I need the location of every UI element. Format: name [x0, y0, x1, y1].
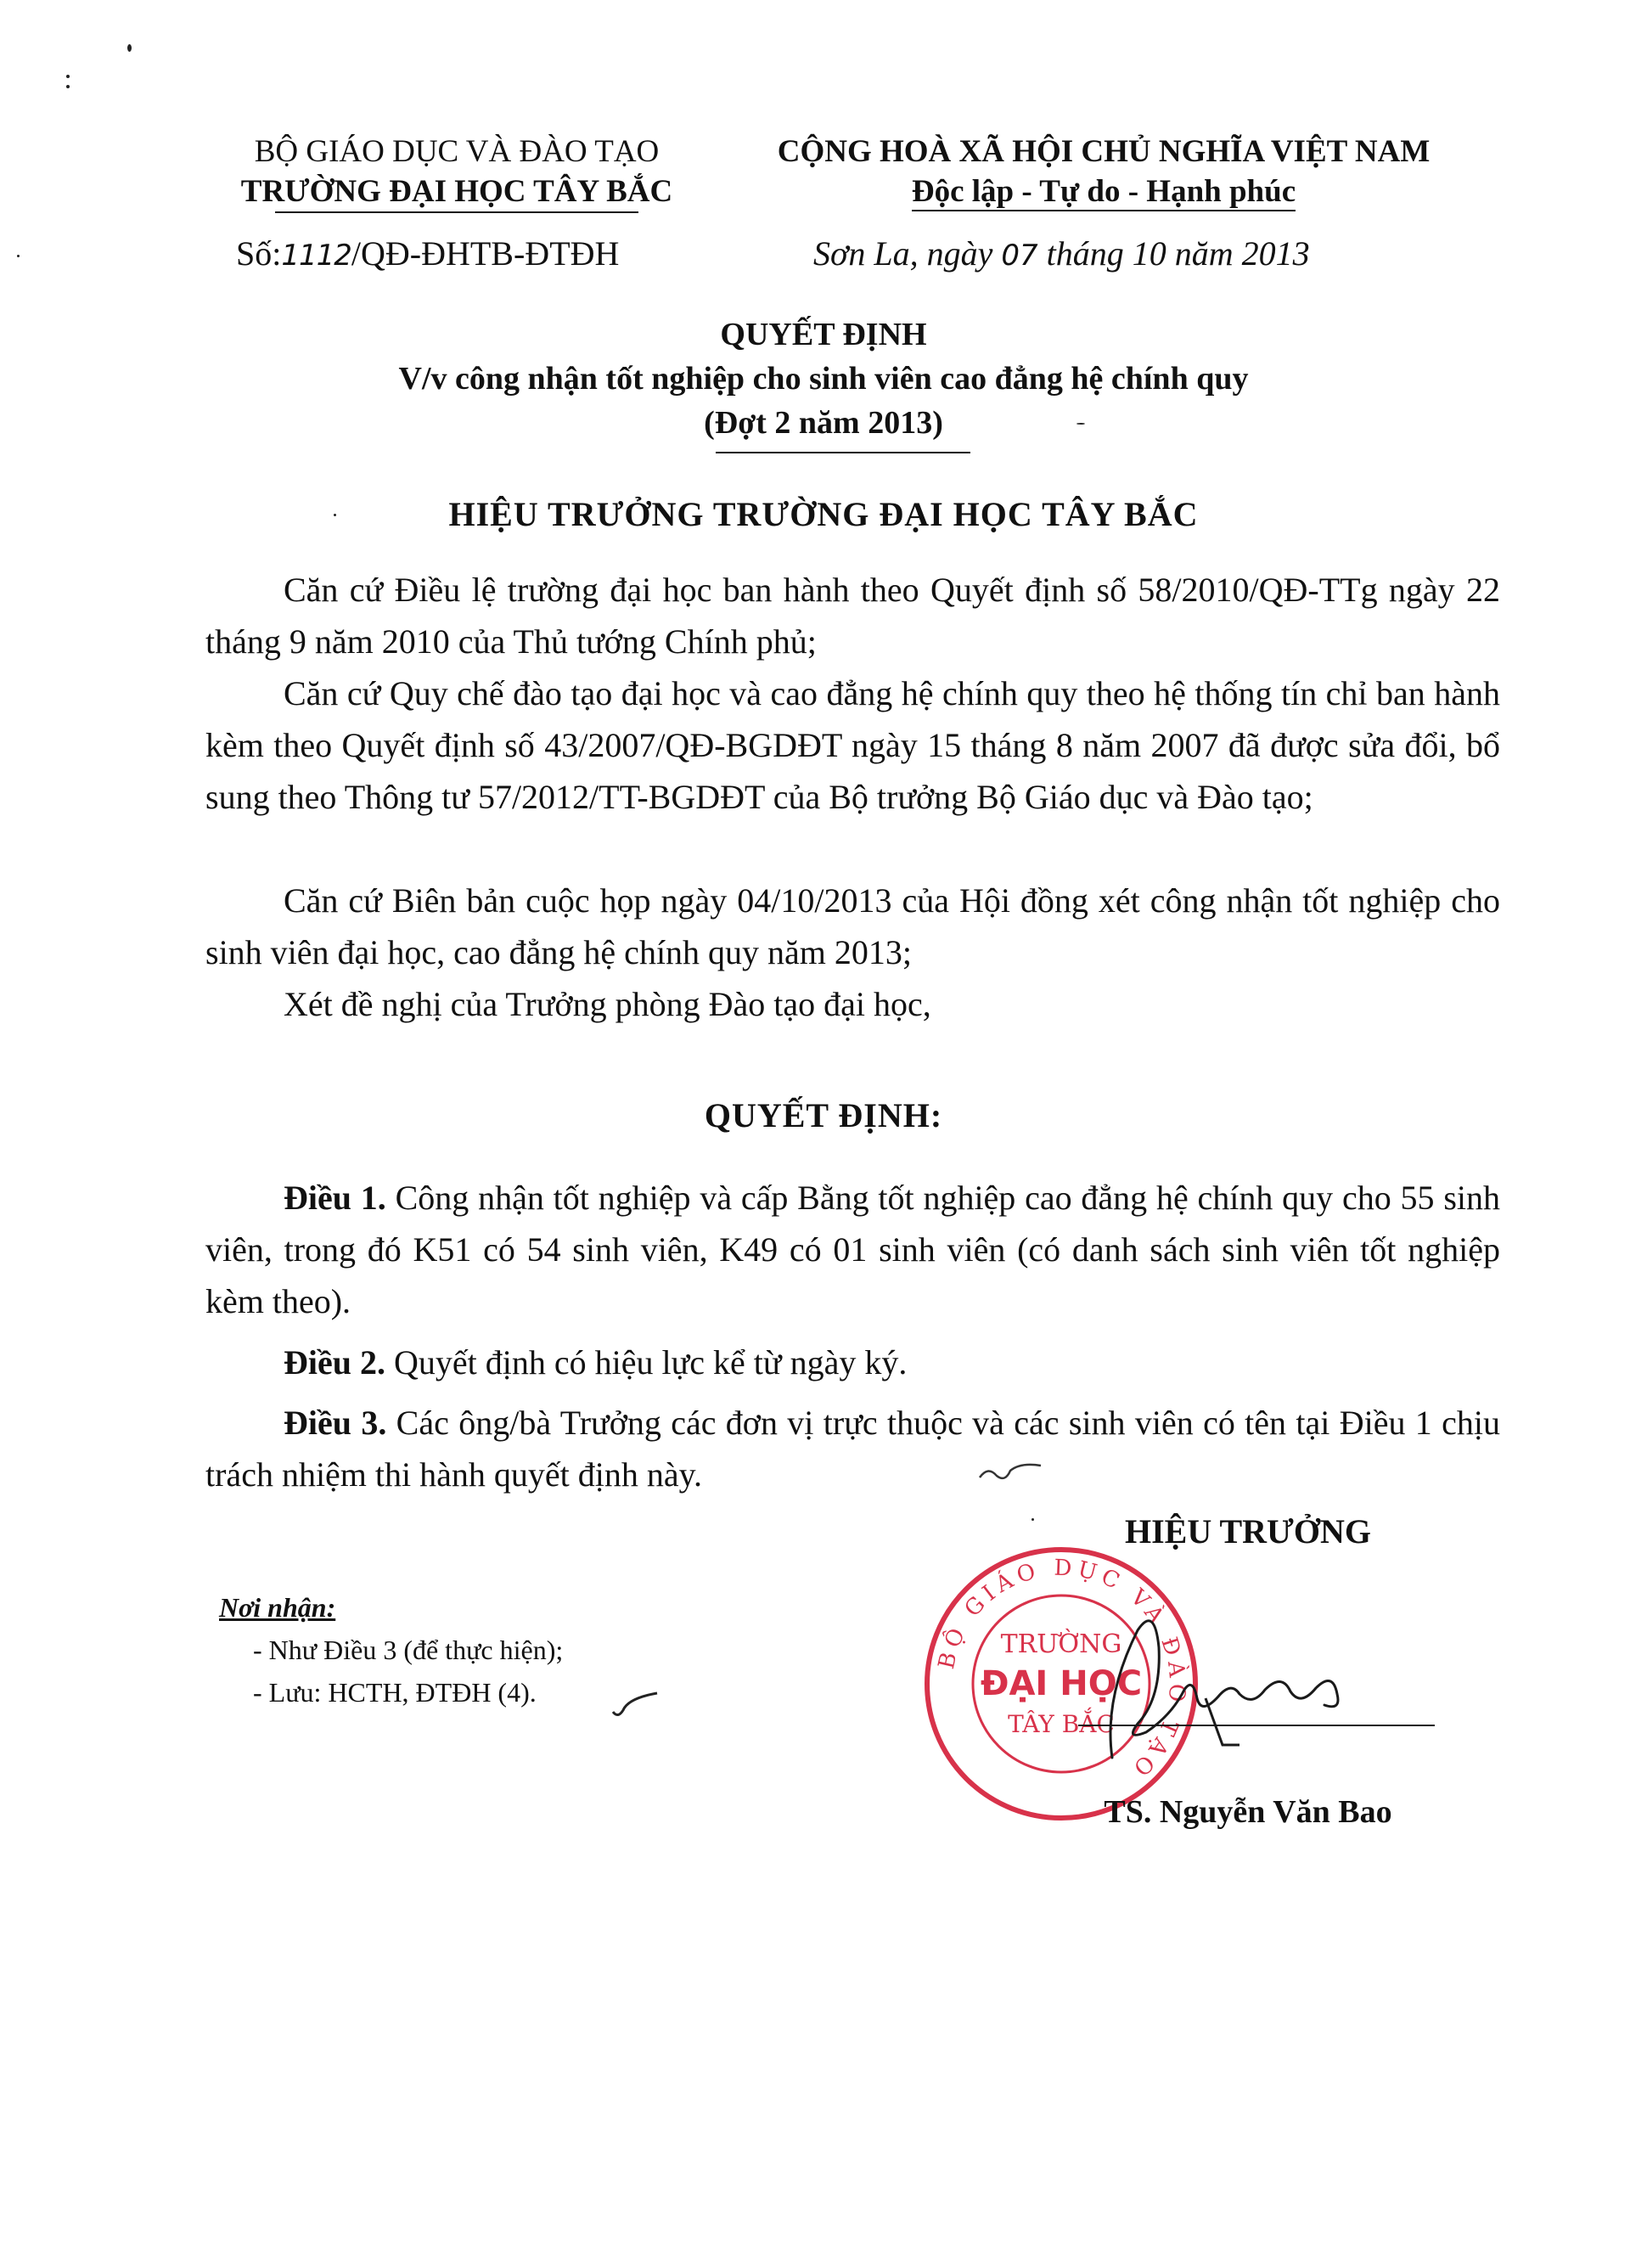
- seal-ring-text: BỘ GIÁO DỤC VÀ ĐÀO TẠO: [933, 1555, 1190, 1784]
- national-motto: Độc lập - Tự do - Hạnh phúc: [912, 174, 1296, 211]
- initial-mark: [976, 1459, 1044, 1493]
- article-text: Quyết định có hiệu lực kể từ ngày ký.: [385, 1343, 908, 1382]
- title-subject: V/v công nhận tốt nghiệp cho sinh viên cao đẳng hệ chính quy: [398, 361, 1249, 397]
- recipients-heading: Nơi nhận:: [219, 1592, 336, 1623]
- initial-mark: [610, 1690, 660, 1724]
- article-label: Điều 2.: [284, 1343, 385, 1382]
- place-date: [813, 234, 1310, 273]
- article-1: [205, 1172, 1500, 1327]
- ground-paragraph: Căn cứ Quy chế đào tạo đại học và cao đẳng hệ chính quy theo hệ thống tín chỉ ban hành kèm theo Quyết định số 43/2007/QĐ-BGDĐT ngày 15 tháng 8 năm 2007 đã được sửa đổi, bổ sung theo Thông tư 57/2012/TT-BGDĐT của Bộ trưởng Bộ Giáo dục và Đào tạo;: [205, 674, 1500, 816]
- ref-suffix: /QĐ-ĐHTB-ĐTĐH: [351, 234, 620, 273]
- signer-title: HIỆU TRƯỞNG: [1124, 1512, 1372, 1550]
- recipient-item: - Lưu: HCTH, ĐTĐH (4).: [253, 1677, 537, 1708]
- ground-paragraph: Căn cứ Biên bản cuộc họp ngày 04/10/2013 của Hội đồng xét công nhận tốt nghiệp cho sinh viên đại học, cao đẳng hệ chính quy năm 2013;: [205, 881, 1500, 971]
- republic-name: CỘNG HOÀ XÃ HỘI CHỦ NGHĨA VIỆT NAM: [777, 134, 1431, 169]
- ground-paragraph: Xét đề nghị của Trưởng phòng Đào tạo đại học,: [284, 985, 931, 1023]
- title-underline: [716, 452, 970, 453]
- reference-number: [236, 234, 619, 273]
- signer-name: TS. Nguyễn Văn Bao: [1104, 1794, 1392, 1830]
- issuing-authority: HIỆU TRƯỞNG TRƯỜNG ĐẠI HỌC TÂY BẮC: [448, 495, 1199, 533]
- scan-speck: [17, 255, 20, 257]
- decision-heading: QUYẾT ĐỊNH:: [704, 1096, 943, 1134]
- university-name: TRƯỜNG ĐẠI HỌC TÂY BẮC: [241, 172, 672, 211]
- scan-speck: [127, 44, 132, 52]
- title-main: QUYẾT ĐỊNH: [720, 317, 927, 352]
- article-2: [205, 1337, 1500, 1388]
- article-text: Các ông/bà Trưởng các đơn vị trực thuộc và các sinh viên có tên tại Điều 1 chịu trách nhiệm thi hành quyết định này.: [205, 1404, 1501, 1494]
- decision-title: [255, 312, 1392, 445]
- ministry-name: BỘ GIÁO DỤC VÀ ĐÀO TẠO: [254, 134, 660, 169]
- seal-line-2: ĐẠI HỌC: [980, 1664, 1143, 1703]
- article-text: Công nhận tốt nghiệp và cấp Bằng tốt nghiệp cao đẳng hệ chính quy cho 55 sinh viên, trong đó K51 có 54 sinh viên, K49 có 01 sinh viên (có danh sách sinh viên tốt nghiệp kèm theo).: [205, 1179, 1501, 1320]
- recipient-item: - Như Điều 3 (để thực hiện);: [253, 1635, 564, 1665]
- date-day-handwritten: 07: [1001, 239, 1038, 273]
- ref-handwritten-number: 1112: [281, 239, 351, 273]
- article-label: Điều 1.: [284, 1179, 386, 1217]
- article-3: [205, 1397, 1500, 1500]
- seal-line-1: TRƯỜNG: [1000, 1629, 1122, 1659]
- article-label: Điều 3.: [284, 1404, 387, 1442]
- scan-speck: [66, 85, 70, 88]
- issuer-block: [202, 132, 711, 211]
- seal-line-3: TÂY BẮC: [1008, 1710, 1115, 1738]
- date-suffix: tháng 10 năm 2013: [1037, 234, 1310, 273]
- date-prefix: Sơn La, ngày: [813, 234, 1002, 273]
- ref-prefix: Số:: [236, 234, 282, 273]
- recipients-block: [219, 1586, 563, 1714]
- ground-paragraph: Căn cứ Điều lệ trường đại học ban hành theo Quyết định số 58/2010/QĐ-TTg ngày 22 tháng 9 năm 2010 của Thủ tướng Chính phủ;: [205, 571, 1500, 661]
- title-batch: (Đợt 2 năm 2013): [704, 405, 943, 441]
- national-header: [730, 132, 1477, 211]
- handwritten-signature: [1078, 1596, 1443, 1766]
- scan-speck: [66, 75, 70, 78]
